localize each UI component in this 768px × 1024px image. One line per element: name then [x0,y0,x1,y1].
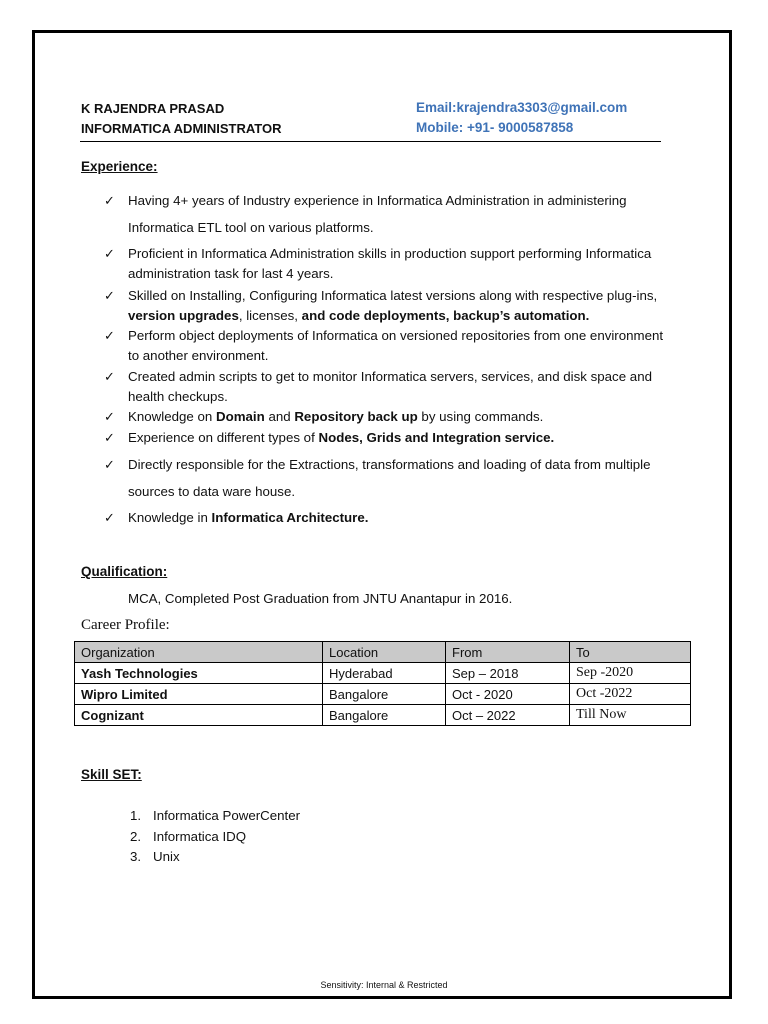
list-item [130,829,300,850]
table-row [75,705,691,726]
body-text: administration task for last 4 years. [128,266,334,281]
skill-text: Informatica IDQ [153,828,247,844]
email-text: Email:krajendra3303@gmail.com [416,100,628,115]
experience-text [128,288,710,328]
cell-to: Oct -2022 [570,684,691,705]
header-divider [80,141,661,142]
candidate-role: INFORMATICA ADMINISTRATOR [81,121,282,136]
list-number: 3. [130,849,142,864]
body-text: by using commands. [417,409,544,424]
checkmark-icon: ✓ [104,369,115,384]
body-text: Having 4+ years of Industry experience in Informatica Administration in administering [128,193,627,208]
checkmark-icon: ✓ [104,288,115,303]
body-text: and [264,409,295,424]
emphasis-text: Repository back up [294,409,418,424]
experience-text [128,193,710,246]
header-from: From [446,642,570,663]
experience-text [128,510,710,530]
career-table [74,641,691,726]
cell-from: Sep – 2018 [446,663,570,684]
sensitivity-footer: Sensitivity: Internal & Restricted [320,980,448,990]
emphasis-text: Nodes, Grids and Integration service. [318,430,555,445]
qualification-heading: Qualification: [81,564,168,579]
experience-text [128,328,710,368]
body-text: Informatica ETL tool on various platforms. [128,219,374,235]
checkmark-icon: ✓ [104,430,115,445]
experience-text [128,369,710,409]
body-text: Knowledge in [128,510,212,525]
list-item [130,849,300,870]
career-heading: Career Profile: [81,617,170,633]
emphasis-text: Domain [215,409,265,424]
header-organization: Organization [75,642,323,663]
mobile-text: Mobile: +91- 9000587858 [416,120,574,135]
skill-text: Unix [153,849,180,864]
checkmark-icon: ✓ [104,193,115,208]
cell-to: Sep -2020 [570,663,691,684]
skill-text: Informatica PowerCenter [153,808,301,823]
cell-location: Bangalore [323,705,446,726]
skills-heading: Skill SET: [81,767,142,782]
list-item [130,808,300,829]
skills-list [130,808,300,870]
emphasis-text: version upgrades [128,308,239,323]
experience-text [128,246,710,286]
body-text: , licenses, [238,308,302,323]
cell-organization: Wipro Limited [75,684,323,705]
cell-from: Oct - 2020 [446,684,570,705]
cell-to: Till Now [570,705,691,726]
cell-location: Hyderabad [323,663,446,684]
career-header-row [75,642,691,663]
cell-organization: Cognizant [75,705,323,726]
experience-heading: Experience: [81,159,158,174]
body-text: to another environment. [128,348,269,363]
cell-organization: Yash Technologies [75,663,323,684]
list-number: 2. [130,828,142,844]
body-text: Experience on different types of [128,430,319,445]
checkmark-icon: ✓ [104,409,115,424]
checkmark-icon: ✓ [104,246,115,261]
header-to: To [570,642,691,663]
body-text: Created admin scripts to get to monitor Informatica servers, services, and disk space and [128,369,652,384]
list-number: 1. [130,808,142,823]
table-row [75,684,691,705]
body-text: sources to data ware house. [128,483,296,499]
cell-from: Oct – 2022 [446,705,570,726]
body-text: health checkups. [128,389,228,404]
candidate-name: K RAJENDRA PRASAD [81,101,225,116]
experience-text [128,430,710,450]
experience-text [128,409,710,429]
qualification-text: MCA, Completed Post Graduation from JNTU Anantapur in 2016. [128,591,513,606]
header-location: Location [323,642,446,663]
checkmark-icon: ✓ [104,457,115,472]
body-text: Proficient in Informatica Administration skills in production support performing Informatica [128,246,652,261]
body-text: Directly responsible for the Extractions, transformations and loading of data from multiple [128,457,651,472]
body-text: Perform object deployments of Informatica on versioned repositories from one environment [128,328,664,343]
table-row [75,663,691,684]
checkmark-icon: ✓ [104,328,115,343]
checkmark-icon: ✓ [104,510,115,525]
body-text: Knowledge on [128,409,216,424]
emphasis-text: Informatica Architecture. [211,510,369,525]
body-text: Skilled on Installing, Configuring Informatica latest versions along with respective plug-ins, [128,288,658,303]
cell-location: Bangalore [323,684,446,705]
emphasis-text: and code deployments, backup’s automation. [301,308,590,323]
experience-text [128,457,710,510]
